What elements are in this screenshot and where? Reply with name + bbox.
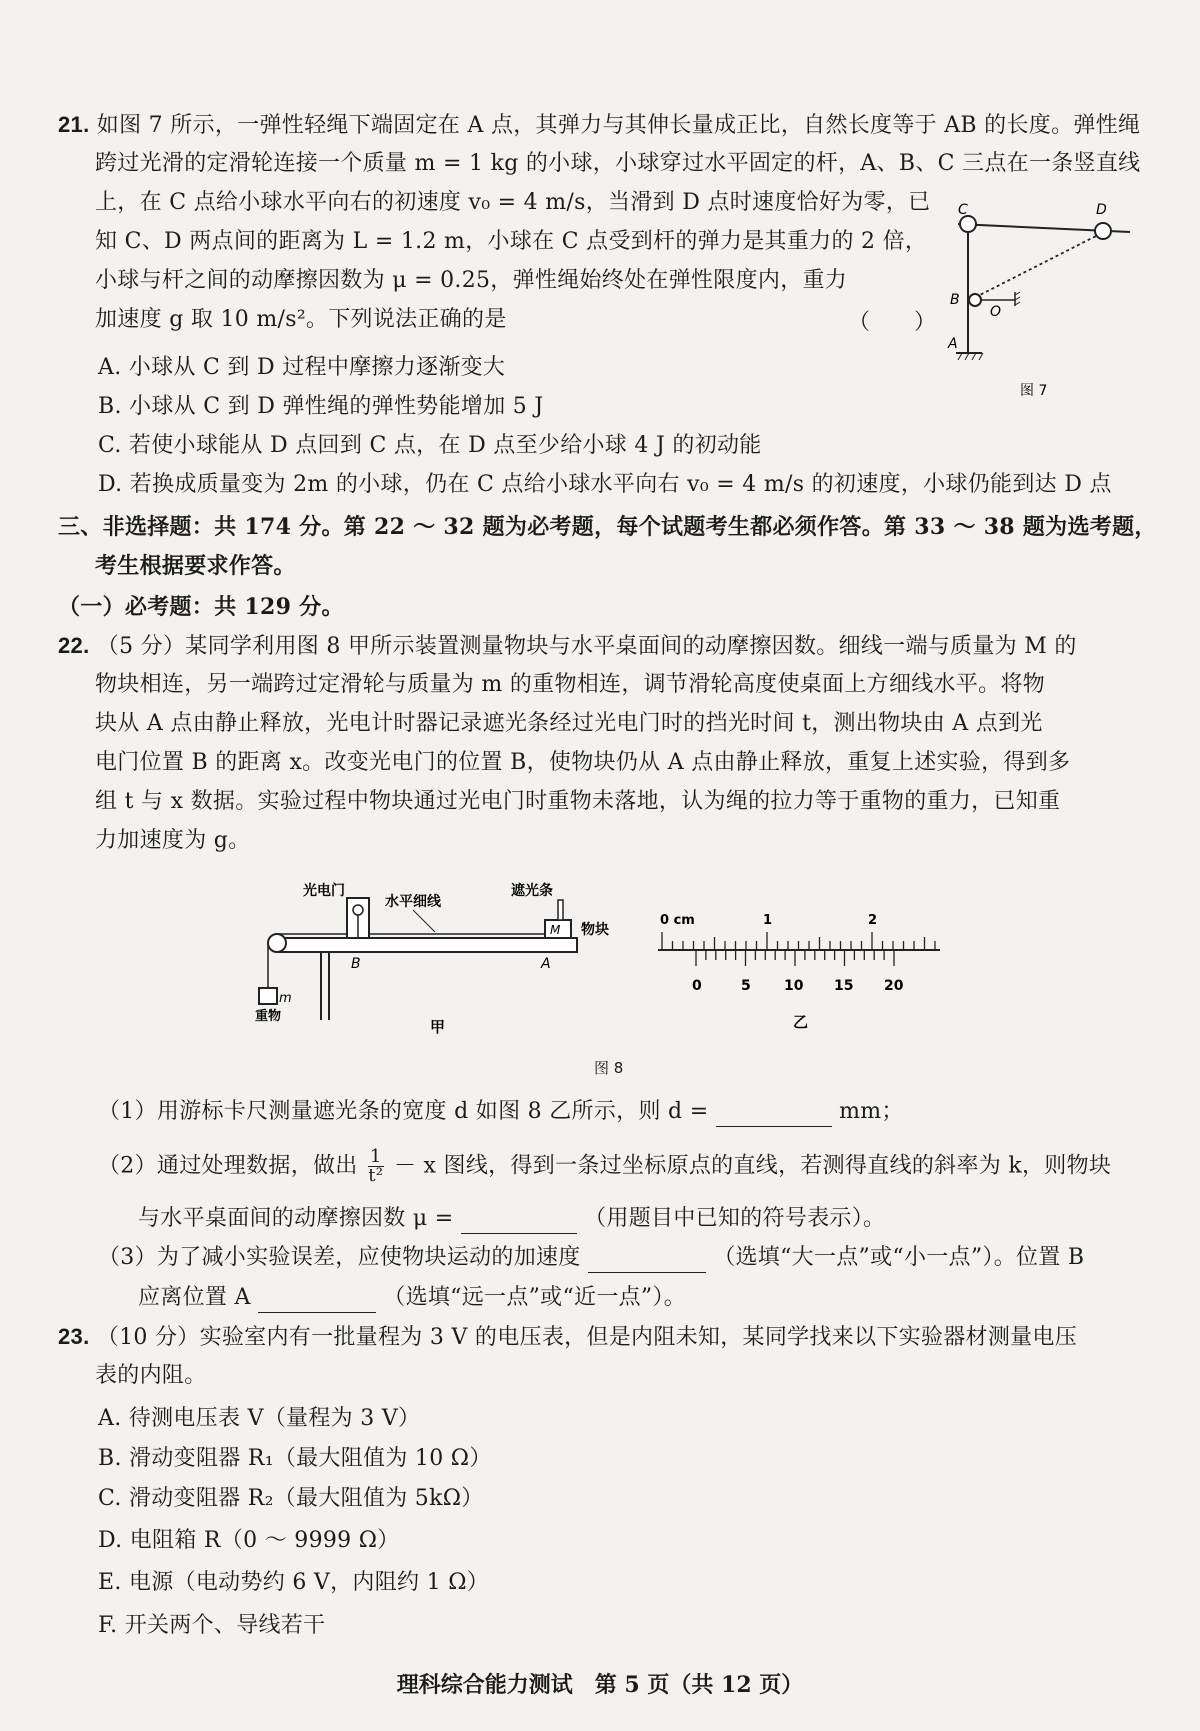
strip-label: 遮光条 bbox=[511, 883, 553, 899]
fraction-1-over-t2: $\frac{1}{\text{t²}}$ bbox=[368, 1146, 384, 1186]
figure-7-diagram bbox=[940, 200, 1140, 400]
question-number: 23. bbox=[58, 1324, 90, 1349]
answer-parenthesis: （ ） bbox=[848, 310, 937, 335]
label-M: M bbox=[550, 923, 561, 937]
label-c: C bbox=[958, 202, 968, 218]
equipment-item: C. 滑动变阻器 R₂（最大阻值为 5kΩ） bbox=[98, 1486, 484, 1511]
option-b: B. 小球从 C 到 D 弹性绳的弹性势能增加 5 J bbox=[98, 394, 544, 419]
weight-label: 重物 bbox=[255, 1009, 282, 1024]
vernier-mark-15: 15 bbox=[834, 978, 854, 994]
sub-section-heading: （一）必考题：共 129 分。 bbox=[58, 594, 344, 620]
block-label: 物块 bbox=[581, 922, 609, 938]
sub-question-3-choice: （选填“大一点”或“小一点”）。位置 B bbox=[713, 1245, 1085, 1270]
equipment-item: B. 滑动变阻器 R₁（最大阻值为 10 Ω） bbox=[98, 1446, 492, 1471]
label-m: m bbox=[279, 991, 292, 1006]
figure-jia-label: 甲 bbox=[430, 1018, 446, 1035]
section-heading: 三、非选择题：共 174 分。第 22 ～ 32 题为必考题，每个试题考生都必须作答。第 33 ～ 38 题为选考题， bbox=[58, 514, 1157, 540]
section-heading-cont: 考生根据要求作答。 bbox=[95, 553, 296, 579]
sub-question-2: （2）通过处理数据，做出 bbox=[98, 1153, 358, 1179]
question-text-line: 加速度 g 取 10 m/s²。下列说法正确的是 bbox=[95, 307, 507, 332]
sub-question-3-choice2: （选填“远一点”或“近一点”）。 bbox=[383, 1285, 687, 1310]
label-o: O bbox=[990, 304, 1002, 320]
label-b: B bbox=[950, 292, 960, 308]
string-label: 水平细线 bbox=[385, 894, 441, 910]
answer-blank-distance[interactable] bbox=[258, 1288, 376, 1313]
figure-yi-label: 乙 bbox=[793, 1013, 809, 1031]
equipment-item: F. 开关两个、导线若干 bbox=[98, 1613, 326, 1638]
question-text-line: 小球与杆之间的动摩擦因数为 μ = 0.25，弹性绳始终处在弹性限度内，重力 bbox=[95, 268, 848, 293]
label-B: B bbox=[351, 956, 361, 972]
question-text-line: 跨过光滑的定滑轮连接一个质量 m = 1 kg 的小球，小球穿过水平固定的杆，A、B、C 三点在一条竖直线 bbox=[95, 151, 1141, 176]
question-text-line: （5 分）某同学利用图 8 甲所示装置测量物块与水平桌面间的动摩擦因数。细线一端与质量为 M 的 bbox=[96, 634, 1077, 659]
vernier-mark-5: 5 bbox=[741, 978, 751, 994]
answer-blank-acceleration[interactable] bbox=[588, 1248, 706, 1273]
page-footer: 理科综合能力测试 第 5 页（共 12 页） bbox=[396, 1672, 804, 1698]
label-d: D bbox=[1096, 202, 1107, 218]
main-scale-mark-1: 1 bbox=[763, 913, 773, 928]
vernier-mark-20: 20 bbox=[884, 978, 904, 994]
equipment-item: E. 电源（电动势约 6 V，内阻约 1 Ω） bbox=[98, 1570, 490, 1595]
equipment-item: A. 待测电压表 V（量程为 3 V） bbox=[98, 1406, 421, 1431]
question-text-line: 上，在 C 点给小球水平向右的初速度 v₀ = 4 m/s，当滑到 D 点时速度恰好为零，已 bbox=[95, 190, 931, 215]
answer-blank-mu[interactable] bbox=[461, 1209, 577, 1234]
figure-7-caption: 图 7 bbox=[1020, 383, 1048, 399]
answer-blank-d[interactable] bbox=[716, 1102, 832, 1127]
vernier-mark-10: 10 bbox=[784, 978, 804, 994]
option-d: D. 若换成质量变为 2m 的小球，仍在 C 点给小球水平向右 v₀ = 4 m/s 的初速度，小球仍能到达 D 点 bbox=[98, 472, 1112, 497]
question-text-line: 块从 A 点由静止释放，光电计时器记录遮光条经过光电门时的挡光时间 t，测出物块由 A 点到光 bbox=[95, 711, 1043, 736]
question-text-line: 组 t 与 x 数据。实验过程中物块通过光电门时重物未落地，认为绳的拉力等于重物的重力，已知重 bbox=[95, 789, 1061, 814]
option-c: C. 若使小球能从 D 点回到 C 点，在 D 点至少给小球 4 J 的初动能 bbox=[98, 433, 762, 458]
photogate-label: 光电门 bbox=[303, 883, 345, 899]
label-a: A bbox=[948, 336, 958, 352]
sub-question-2-note: （用题目中已知的符号表示）。 bbox=[584, 1206, 886, 1231]
sub-question-1: （1）用游标卡尺测量遮光条的宽度 d 如图 8 乙所示，则 d = bbox=[98, 1099, 709, 1124]
figure-8-vernier-caliper bbox=[650, 900, 950, 1035]
question-text-line: 表的内阻。 bbox=[95, 1363, 207, 1388]
unit-mm: mm； bbox=[839, 1099, 904, 1124]
question-text-line: 电门位置 B 的距离 x。改变光电门的位置 B，使物块仍从 A 点由静止释放，重复上述实验，得到多 bbox=[95, 750, 1071, 775]
question-text-line: 力加速度为 g。 bbox=[95, 828, 251, 853]
vernier-mark-0: 0 bbox=[692, 978, 702, 994]
question-number: 21. bbox=[58, 112, 90, 137]
sub-question-2-cont: － x 图线，得到一条过坐标原点的直线，若测得直线的斜率为 k，则物块 bbox=[393, 1153, 1112, 1179]
label-A: A bbox=[541, 956, 551, 972]
question-text-line: 物块相连，另一端跨过定滑轮与质量为 m 的重物相连，调节滑轮高度使桌面上方细线水平。将物 bbox=[95, 672, 1046, 697]
main-scale-mark-2: 2 bbox=[868, 913, 878, 928]
sub-question-3: （3）为了减小实验误差，应使物块运动的加速度 bbox=[98, 1245, 581, 1270]
main-scale-unit: 0 cm bbox=[660, 913, 695, 928]
option-a: A. 小球从 C 到 D 过程中摩擦力逐渐变大 bbox=[98, 355, 506, 380]
question-text-line: 如图 7 所示，一弹性轻绳下端固定在 A 点，其弹力与其伸长量成正比，自然长度等于 AB 的长度。弹性绳 bbox=[96, 113, 1141, 138]
question-number: 22. bbox=[58, 633, 90, 658]
question-text-line: （10 分）实验室内有一批量程为 3 V 的电压表，但是内阻未知，某同学找来以下实验器材测量电压 bbox=[96, 1325, 1078, 1350]
sub-question-3-line2: 应离位置 A bbox=[138, 1285, 251, 1310]
figure-8-apparatus bbox=[255, 870, 625, 1035]
figure-8-caption: 图 8 bbox=[594, 1059, 624, 1077]
equipment-item: D. 电阻箱 R（0 ～ 9999 Ω） bbox=[98, 1528, 400, 1553]
question-text-line: 知 C、D 两点间的距离为 L = 1.2 m，小球在 C 点受到杆的弹力是其重力的 2 倍， bbox=[95, 229, 928, 254]
sub-question-2-line2: 与水平桌面间的动摩擦因数 μ = bbox=[138, 1206, 454, 1231]
